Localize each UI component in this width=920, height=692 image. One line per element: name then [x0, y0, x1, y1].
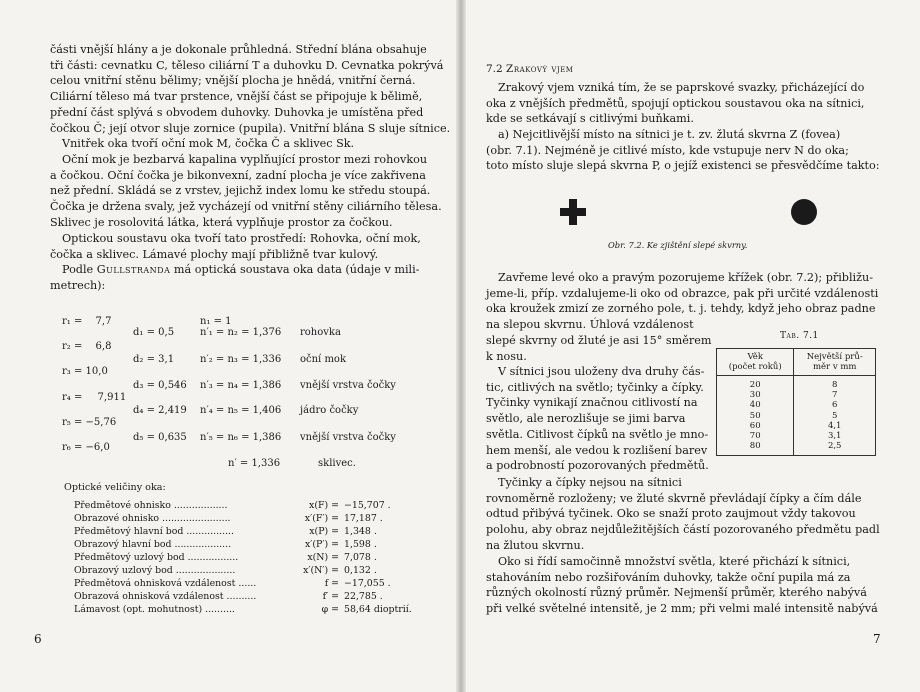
left-paragraph-1: části vnější hlány a je dokonale průhledná. Střední blána obsahuje tři části: cevnatku C, těleso ciliární T a duhovku D. Cevnatka pokrývá celou vnitřní stěnu bělimy; vnější plocha je hnědá, vnitřní černá. Ciliární těleso má tvar prstence, vnější část se připojuje k bělimě, přední část splývá s obvodem duhovky. Duhovka je umístěna před čočkou Č; její otvor sluje zornice (pupila). Vnitřní blána S sluje sítnice. Vnitřek oka tvoří oční mok M, čočka Č a sklivec Sk.: [50, 43, 451, 151]
right-paragraph-4: V sítnici jsou uloženy dva druhy čás- tic, citlivých na světlo; tyčinky a čípky. Tyčinky vynikají značnou citlivostí na světlo, ale nerozlišuje se jimi barva světla. Citlivost čípků na světlo je mno- hem menší, ale vedou k rozlišení barev a podrobností pozorovaných předmětů.: [486, 365, 709, 473]
radius-row: r₆ = −6,0: [62, 442, 110, 453]
thickness-value: d₁ = 0,5: [133, 327, 175, 338]
cross-icon: [560, 199, 586, 225]
table-title: Tab. 7.1: [780, 331, 819, 341]
table-header-row: [717, 349, 876, 376]
medium-label: vnější vrstva čočky: [300, 432, 396, 443]
right-paragraph-1: Zrakový vjem vzniká tím, že se paprskové svazky, přicházející do oka z vnějších předmětů, spojují optickou soustavou oka na sítnici, kde se setkávají s citlivými buňkami.: [486, 81, 865, 126]
right-paragraph-3: Zavřeme levé oko a pravým pozorujeme křížek (obr. 7.2); přibližu- jeme-li, příp. vzdalujeme-li oko od obrazce, pak při určité vzdálenosti oka kroužek zmizí ze zorného pole, t. j. tehdy, když jeho obraz padne na slepou skvrnu. Úhlová vzdálenost slepé skvrny od žluté je asi 15° směrem k nosu.: [486, 271, 879, 363]
medium-label: oční mok: [300, 354, 347, 365]
radius-row: r₅ = −5,76: [62, 417, 117, 428]
table-cell-ages: 20 30 40 50 60 70 80: [717, 376, 794, 456]
optics-title: Optické veličiny oka:: [64, 482, 166, 493]
radius-row: r₁ = 7,7: [62, 316, 112, 327]
thickness-value: d₄ = 2,419: [133, 405, 187, 416]
thickness-value: d₂ = 3,1: [133, 354, 175, 365]
index-value: n′₄ = n₅ = 1,406: [200, 405, 282, 416]
left-paragraph-4: Podle Gullstranda má optická soustava oka data (údaje v mili- metrech):: [50, 263, 420, 292]
left-paragraph-3: Optickou soustavu oka tvoří tato prostředí: Rohovka, oční mok, čočka a sklivec. Lámavé plochy mají přibližně tvar kulový.: [50, 232, 421, 261]
index-value: n′₁ = n₂ = 1,376: [200, 327, 282, 338]
blind-spot-figure: [560, 194, 830, 232]
thickness-value: d₅ = 0,635: [133, 432, 187, 443]
right-paragraph-5: Tyčinky a čípky nejsou na sítnici rovnoměrně rozloženy; ve žluté skvrně převládají čípky a čím dále odtud přibývá tyčinek. Oko se snaží proto zaujmout vždy takovou polohu, aby obraz nejdůležitějších částí pozorovaného předmětu padl na žlutou skvrnu.: [486, 476, 880, 552]
figure-caption: Obr. 7.2. Ke zjištění slepé skvrny.: [608, 240, 748, 250]
page-number: 6: [34, 632, 42, 646]
right-paragraph-6: Oko si řídí samočinně množství světla, které přichází k sítnici, stahováním nebo rozšiřováním duhovky, takže oční pupila má za různých okolností různý průměr. Nejmenší průměr, kterého nabývá při velké světelné intensitě, je 2 mm; při velmi malé intensitě nabývá: [486, 555, 878, 616]
index-value: n′₃ = n₄ = 1,386: [200, 380, 282, 391]
table-cell-diameters: 8 7 6 5 4,1 3,1 2,5: [794, 376, 876, 456]
left-paragraph-2: Oční mok je bezbarvá kapalina vyplňující prostor mezi rohovkou a čočkou. Oční čočka je bikonvexní, zadní plocha je více zakřivena než přední. Skládá se z vrstev, jejichž index lomu ke středu stoupá. Čočka je držena svaly, jež vycházejí od vnitřní stěny ciliárního tělesa. Sklivec je rosolovitá látka, která vyplňuje prostor za čočkou.: [50, 153, 442, 229]
medium-label: vnější vrstva čočky: [300, 380, 396, 391]
medium-label: rohovka: [300, 327, 341, 338]
index-row: n₁ = 1: [200, 316, 232, 327]
medium-label: sklivec.: [318, 458, 356, 469]
section-heading: 7.2 Zrakový vjem: [486, 63, 574, 75]
thickness-value: d₃ = 0,546: [133, 380, 187, 391]
page-number: 7: [873, 632, 881, 646]
table-row: [717, 376, 876, 456]
right-paragraph-2: a) Nejcitlivější místo na sítnici je t. zv. žlutá skvrna Z (fovea) (obr. 7.1). Nejméně je citlivé místo, kde vstupuje nerv N do oka; toto místo sluje slepá skvrna P, o jejíž existenci se přesvědčíme takto:: [486, 128, 880, 173]
age-pupil-table: [716, 348, 876, 456]
index-value: n′₂ = n₃ = 1,336: [200, 354, 282, 365]
index-value: n′₅ = n₆ = 1,386: [200, 432, 282, 443]
medium-label: jádro čočky: [300, 405, 359, 416]
book-gutter: [456, 0, 466, 692]
radius-row: r₄ = 7,911: [62, 392, 127, 403]
radius-row: r₃ = 10,0: [62, 366, 108, 377]
table-header-diameter: Největší prů- měr v mm: [794, 349, 876, 376]
dot-icon: [791, 199, 817, 225]
radius-row: r₂ = 6,8: [62, 341, 112, 352]
table-header-age: Věk (počet roků): [717, 349, 794, 376]
index-value: n′ = 1,336: [228, 458, 281, 469]
